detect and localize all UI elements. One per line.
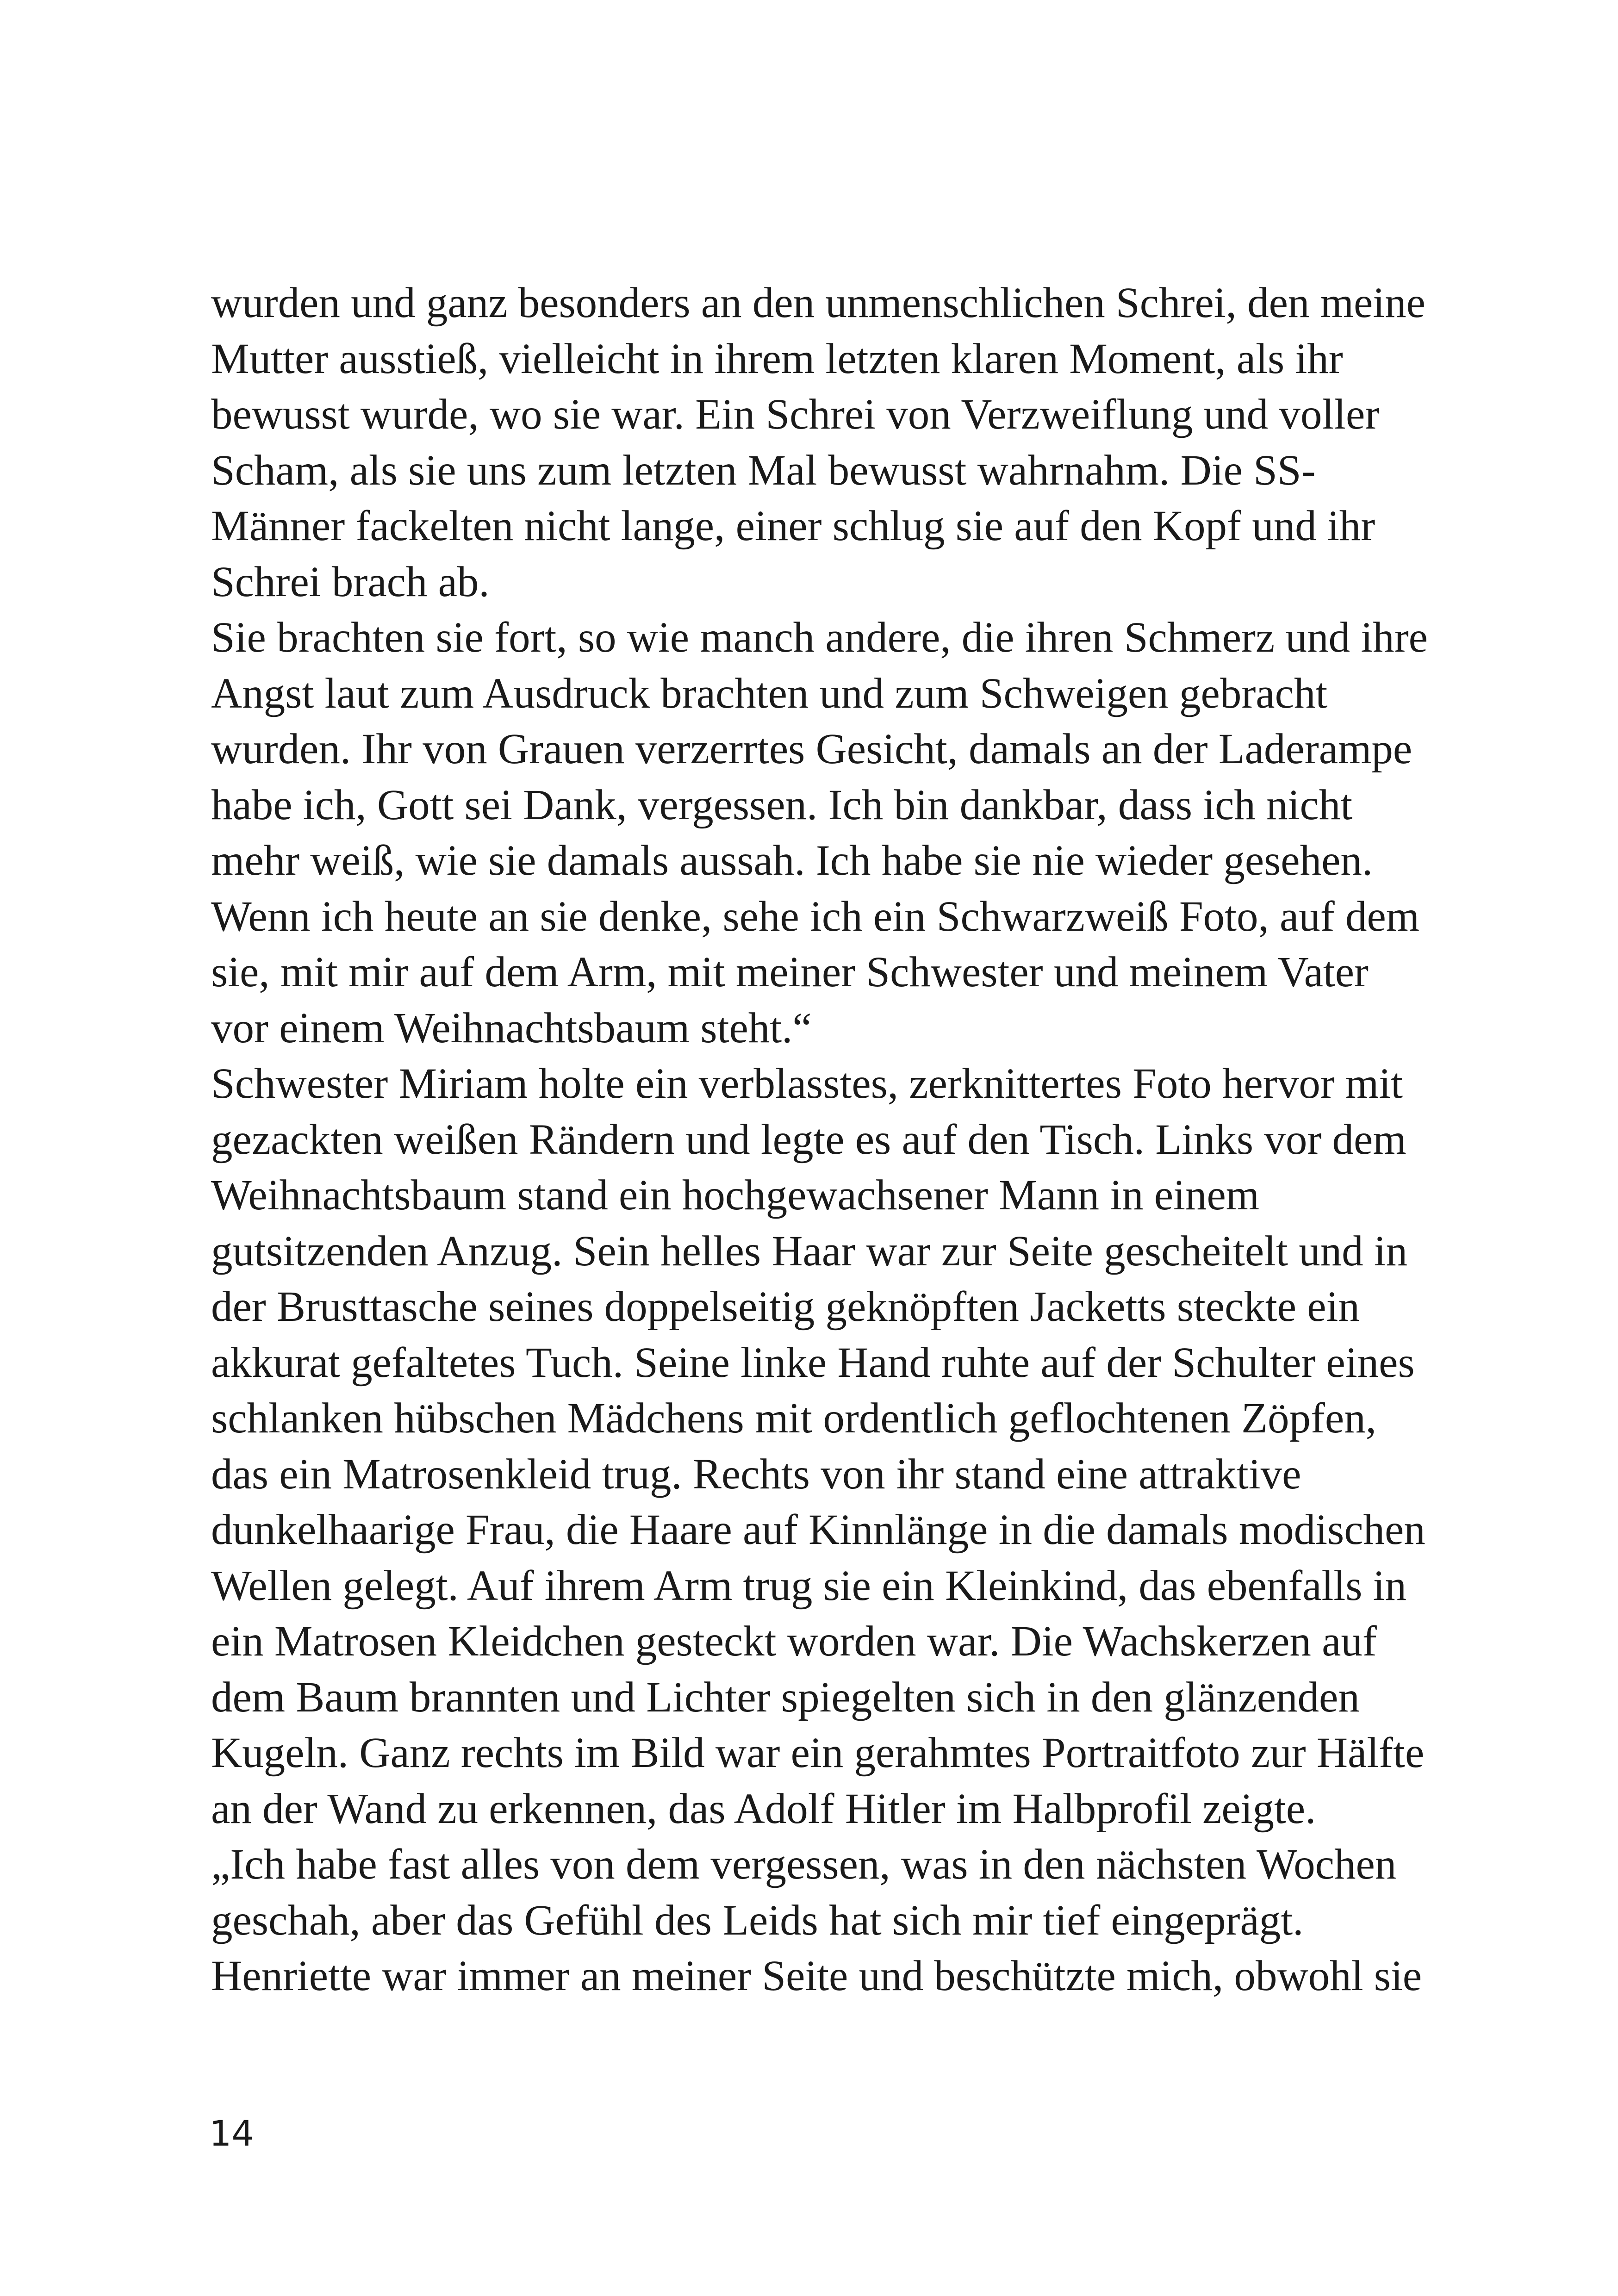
text-line: vor einem Weihnachtsbaum steht.“ [211, 1004, 812, 1052]
text-line: akkurat gefaltetes Tuch. Seine linke Hand ruhte auf der Schulter eines [211, 1338, 1415, 1387]
body-text [211, 275, 1428, 2004]
text-line: geschah, aber das Gefühl des Leids hat sich mir tief eingeprägt. [211, 1896, 1304, 1944]
text-line: Henriette war immer an meiner Seite und beschützte mich, obwohl sie [211, 1952, 1422, 2000]
text-line: das ein Matrosenkleid trug. Rechts von ihr stand eine attraktive [211, 1450, 1301, 1498]
text-line: wurden und ganz besonders an den unmenschlichen Schrei, den meine [211, 279, 1425, 327]
text-line: mehr weiß, wie sie damals aussah. Ich habe sie nie wieder gesehen. [211, 837, 1373, 884]
text-line: Wenn ich heute an sie denke, sehe ich ein Schwarzweiß Foto, auf dem [211, 892, 1420, 940]
text-line: Kugeln. Ganz rechts im Bild war ein gerahmtes Portraitfoto zur Hälfte [211, 1729, 1425, 1777]
text-line: wurden. Ihr von Grauen verzerrtes Gesicht, damals an der Laderampe [211, 725, 1413, 773]
text-line: sie, mit mir auf dem Arm, mit meiner Schwester und meinem Vater [211, 948, 1369, 996]
text-line: Schwester Miriam holte ein verblasstes, zerknittertes Foto hervor mit [211, 1060, 1403, 1108]
text-line: Männer fackelten nicht lange, einer schlug sie auf den Kopf und ihr [211, 502, 1375, 550]
text-line: Weihnachtsbaum stand ein hochgewachsener Mann in einem [211, 1171, 1260, 1219]
text-line: Scham, als sie uns zum letzten Mal bewusst wahrnahm. Die SS- [211, 446, 1316, 494]
text-line: schlanken hübschen Mädchens mit ordentlich geflochtenen Zöpfen, [211, 1394, 1376, 1442]
text-line: an der Wand zu erkennen, das Adolf Hitler im Halbprofil zeigte. [211, 1785, 1316, 1833]
text-line: „Ich habe fast alles von dem vergessen, was in den nächsten Wochen [211, 1841, 1397, 1888]
text-line: dunkelhaarige Frau, die Haare auf Kinnlänge in die damals modischen [211, 1506, 1425, 1554]
text-line: gutsitzenden Anzug. Sein helles Haar war zur Seite gescheitelt und in [211, 1227, 1408, 1275]
text-line: Angst laut zum Ausdruck brachten und zum Schweigen gebracht [211, 669, 1328, 717]
text-line: bewusst wurde, wo sie war. Ein Schrei von Verzweiflung und voller [211, 391, 1380, 438]
text-line: Wellen gelegt. Auf ihrem Arm trug sie ein Kleinkind, das ebenfalls in [211, 1562, 1406, 1610]
text-line: habe ich, Gott sei Dank, vergessen. Ich bin dankbar, dass ich nicht [211, 781, 1353, 829]
text-line: Mutter ausstieß, vielleicht in ihrem letzten klaren Moment, als ihr [211, 335, 1343, 383]
text-line: ein Matrosen Kleidchen gesteckt worden war. Die Wachskerzen auf [211, 1618, 1377, 1665]
text-line: der Brusttasche seines doppelseitig geknöpften Jacketts steckte ein [211, 1283, 1360, 1331]
text-line: Sie brachten sie fort, so wie manch andere, die ihren Schmerz und ihre [211, 614, 1428, 661]
text-line: Schrei brach ab. [211, 558, 490, 606]
text-line: dem Baum brannten und Lichter spiegelten sich in den glänzenden [211, 1673, 1360, 1721]
page-number: 14 [209, 2113, 254, 2154]
text-line: gezackten weißen Rändern und legte es auf den Tisch. Links vor dem [211, 1115, 1406, 1164]
